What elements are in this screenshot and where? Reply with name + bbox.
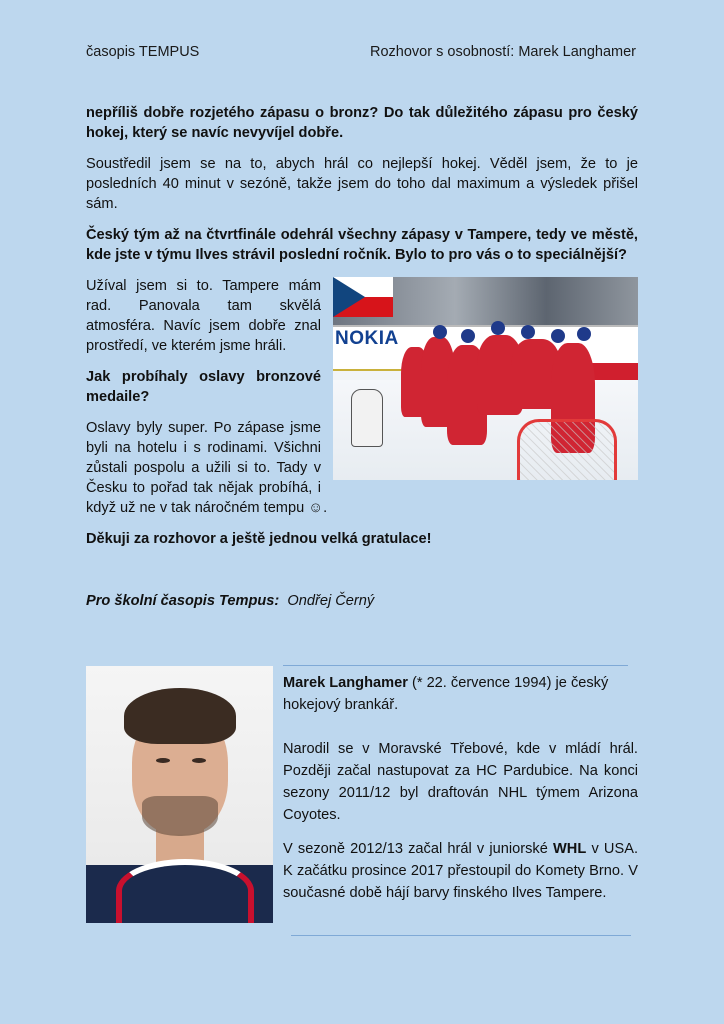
team-celebration-photo: [333, 277, 638, 480]
bio-text: [283, 672, 638, 916]
portrait-hair: [124, 688, 236, 744]
helmet: [491, 321, 505, 335]
bio-intro-rest: (* 22. července 1994) je český hokejový brankář.: [283, 675, 609, 713]
signature: [86, 591, 638, 611]
answer-2: Užíval jsem si to. Tampere mám rad. Panovala tam skvělá atmosféra. Navíc jsem dobře znal prostředí, ve kterém jsme hráli.: [86, 278, 321, 354]
board-ad-left: NOKIA: [335, 328, 399, 349]
bio-name: Marek Langhamer: [283, 675, 408, 691]
hockey-net: [517, 419, 617, 480]
referee: [351, 389, 383, 447]
signature-label: Pro školní časopis Tempus:: [86, 593, 280, 609]
helmet: [433, 325, 447, 339]
czech-flag: [333, 277, 393, 317]
signature-name: Ondřej Černý: [287, 593, 375, 609]
portrait-beard: [142, 796, 218, 836]
helmet: [461, 329, 475, 343]
answer-3: Oslavy byly super. Po zápase jsme byli na hotelu i s rodinami. Všichni zůstali pospolu a užili si to. Tady v Česku to pořad tak nějak probíhá, i když už ne v tak náročném tempu ☺.: [86, 420, 328, 516]
interview-body: [86, 103, 638, 622]
question-3: Jak probíhaly oslavy bronzové medaile?: [86, 369, 321, 405]
page-header: [86, 44, 636, 60]
helmet: [577, 327, 591, 341]
question-1: nepříliš dobře rozjetého zápasu o bronz? Do tak důležitého zápasu pro český hokej, který se navíc nevyvíjel dobře.: [86, 105, 638, 141]
bio-top-rule: [283, 665, 628, 666]
bio-p2-before: V sezoně 2012/13 začal hrál v juniorské: [283, 841, 554, 857]
closing-line: Děkuji za rozhovor a ještě jednou velká gratulace!: [86, 531, 432, 547]
czech-flag-triangle: [333, 277, 365, 317]
bio-paragraph-1: Narodil se v Moravské Třebové, kde v mládí hrál. Později začal nastupovat za HC Pardubice. Na konci sezony 2011/12 byl draftován NHL týmem Arizona Coyotes.: [283, 741, 638, 823]
answer-1: Soustředil jsem se na to, abych hrál co nejlepší hokej. Věděl jsem, že to je posledních 40 minut v sezóně, takže jsem do toho dal maximum a výsledek přišel sám.: [86, 156, 638, 212]
helmet: [521, 325, 535, 339]
helmet: [551, 329, 565, 343]
section-title: Rozhovor s osobností: Marek Langhamer: [370, 44, 636, 60]
bio-p2-after: v USA. K začátku prosince 2017 přestoupil do Komety Brno. V současné době hájí barvy finského Ilves Tampere.: [283, 841, 638, 901]
portrait-eye-right: [192, 758, 206, 763]
portrait-eye-left: [156, 758, 170, 763]
question-2: Český tým až na čtvrtfinále odehrál všechny zápasy v Tampere, tedy ve městě, kde jste v týmu Ilves strávil poslední ročník. Bylo to pro vás o to speciálnější?: [86, 227, 638, 263]
magazine-title: časopis TEMPUS: [86, 44, 200, 60]
bio-p2-bold: WHL: [553, 841, 587, 857]
bio-bottom-rule: [291, 935, 631, 936]
bio-intro: [283, 672, 638, 716]
players-group: [391, 317, 601, 467]
player-portrait: [86, 666, 273, 923]
bio-paragraph-2: [283, 838, 638, 904]
portrait-jersey-stripe: [116, 859, 254, 923]
